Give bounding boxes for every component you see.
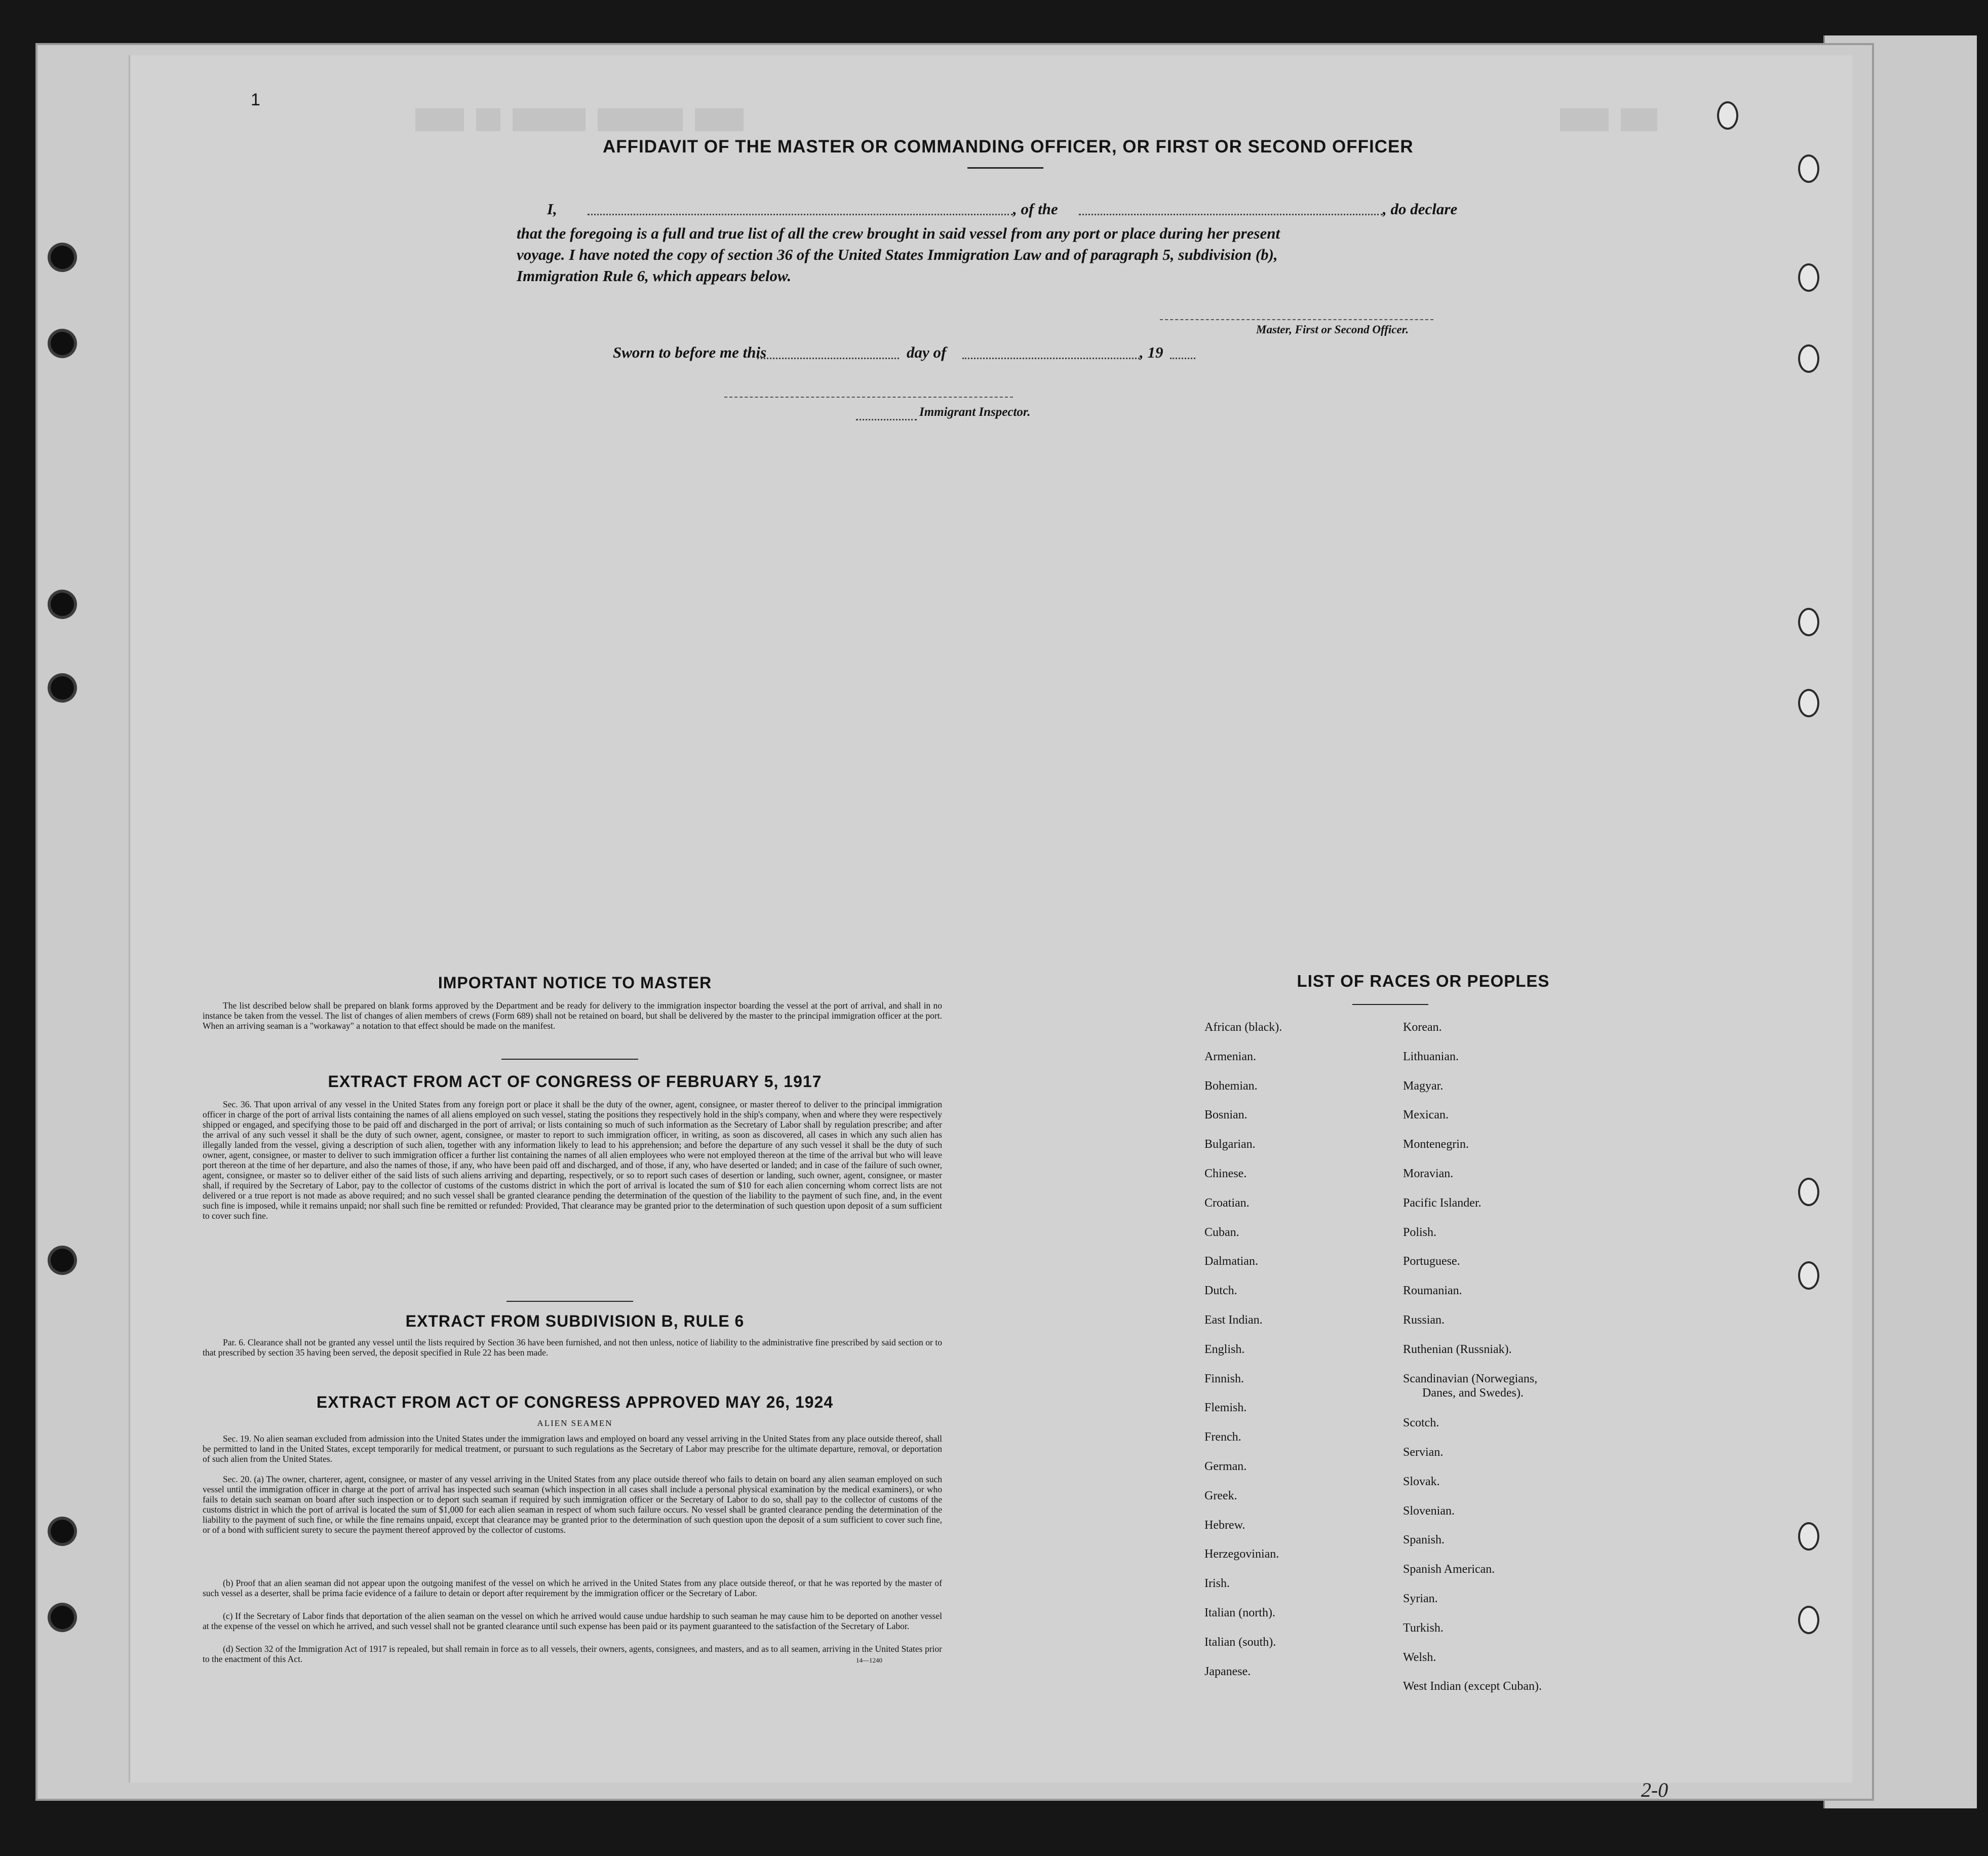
inspector-signature-line[interactable] [724,397,1013,398]
sworn-month-field[interactable] [962,358,1140,359]
race-item: Polish. [1403,1225,1437,1239]
race-item: Finnish. [1204,1372,1244,1385]
race-item: Roumanian. [1403,1284,1462,1298]
day-of-label: day of [907,343,947,361]
binder-ring-icon [1798,1606,1819,1634]
race-item: Italian (north). [1204,1606,1275,1619]
race-item: Flemish. [1204,1401,1247,1415]
race-item: Bulgarian. [1204,1138,1256,1151]
bleed-through-text: ████ ██ ██████ ███████ ████ [415,109,744,132]
race-item: Armenian. [1204,1050,1256,1063]
document-sheet [35,43,1874,1801]
race-item: German. [1204,1460,1247,1473]
race-item: English. [1204,1342,1245,1356]
race-item: Mexican. [1403,1108,1449,1122]
notice-title: IMPORTANT NOTICE TO MASTER [438,974,712,992]
race-item: Greek. [1204,1489,1237,1502]
notice-rule [501,1059,638,1060]
binder-ring-icon [1798,154,1819,183]
binder-ring-icon [1798,608,1819,636]
binder-hole-icon [51,1249,74,1272]
race-item: African (black). [1204,1021,1282,1034]
race-item: Turkish. [1403,1621,1444,1635]
master-signature-line[interactable] [1160,319,1433,320]
race-item: French. [1204,1430,1241,1444]
extract-1924-sec20a: Sec. 20. (a) The owner, charterer, agent, consignee, or master of any vessel arriving in the United States from any place outside thereof who fails to detain on board any alien seaman employed on such vessel until the immigration officer in charge at the port of arrival has inspected such seaman (which inspection in all cases shall include a personal physical examination by the medical examiners), or who fails to detain such seaman on board after such inspection or to deport such seaman if required by such immigration officer or the Secretary of Labor to do so, shall pay to the collector of customs of the customs district in which the port of arrival is located the sum of $1,000 for each alien seaman in respect of whom such failure occurs. No vessel shall be granted clearance pending the determination of the liability to the payment of such fine, or while the fine remains unpaid, except that clearance may be granted prior to the determination of such question upon the deposit of a sum sufficient to cover such fine, or of a bond with sufficient surety to secure the payment thereof approved by the collector of customs. [203,1474,942,1535]
binder-hole-icon [51,246,74,269]
vessel-name-field[interactable] [1079,214,1383,215]
race-item: Korean. [1403,1021,1442,1034]
race-item: Welsh. [1403,1650,1436,1664]
binder-hole-icon [51,332,74,355]
affidavit-title-rule [967,167,1043,169]
extract-1917-title: EXTRACT FROM ACT OF CONGRESS OF FEBRUARY 5, 1917 [328,1072,822,1091]
affidavit-of-the: , of the [1013,200,1058,218]
race-item: Spanish American. [1403,1563,1495,1576]
race-item: Bohemian. [1204,1079,1258,1093]
race-item: Magyar. [1403,1079,1444,1093]
extract-1917-rule [506,1301,633,1302]
races-title: LIST OF RACES OR PEOPLES [1297,972,1550,990]
race-item: Herzegovinian. [1204,1548,1279,1561]
race-item: Slovak. [1403,1475,1440,1488]
race-item: Portuguese. [1403,1255,1460,1268]
sworn-year-field[interactable] [1170,358,1195,359]
race-item: Ruthenian (Russniak). [1403,1342,1512,1356]
extract-rule6-title: EXTRACT FROM SUBDIVISION B, RULE 6 [405,1312,745,1330]
race-item: Italian (south). [1204,1635,1276,1649]
sworn-day-field[interactable] [757,358,899,359]
binder-ring-icon [1798,1261,1819,1290]
inspector-dots [856,419,917,420]
binder-hole-icon [51,676,74,700]
binder-ring-icon [1798,1178,1819,1206]
extract-1924-sec20d: (d) Section 32 of the Immigration Act of 1917 is repealed, but shall remain in force as to all vessels, their owners, agents, consignees, and masters, and as to all seamen, arriving in the United States prior to the enactment of this Act. [203,1644,942,1664]
binder-hole-icon [51,1606,74,1629]
race-item: Hebrew. [1204,1518,1245,1532]
race-item: Lithuanian. [1403,1050,1459,1063]
race-item: Cuban. [1204,1225,1239,1239]
corner-mark: 1 [251,90,260,109]
race-item: Chinese. [1204,1167,1247,1180]
extract-1924-sec19: Sec. 19. No alien seaman excluded from admission into the United States under the immigration laws and employed on board any vessel arriving in the United States from any place outside thereof, shall be permitted to land in the United States, except temporarily for medical treatment, or pursuant to such regulations as the Secretary of Labor may prescribe for the ultimate departure, removal, or deportation of such alien from the United States. [203,1434,942,1464]
binder-ring-icon [1798,263,1819,292]
race-item: Japanese. [1204,1665,1251,1678]
race-item: Dalmatian. [1204,1255,1258,1268]
declarant-name-field[interactable] [588,214,1013,215]
binder-ring-icon [1798,344,1819,373]
binder-hole-icon [51,593,74,616]
binder-ring-icon [1798,689,1819,717]
binder-ring-icon [1798,1522,1819,1551]
binder-ring-icon [1717,101,1738,130]
master-signature-label: Master, First or Second Officer. [1256,323,1409,336]
extract-1917-text: Sec. 36. That upon arrival of any vessel in the United States from any foreign port or place it shall be the duty of the owner, agent, consignee, or master thereof to deliver to the principal immigration officer in charge of the port of arrival lists containing the names of all aliens employed on such vessel, stating the positions they respectively hold in the ship's company, when and where they were respectively shipped or engaged, and specifying those to be paid off and discharged in the port of arrival; or lists containing so much of such information as the Secretary of Labor shall by regulation prescribe; and after the arrival of any such vessel it shall be the duty of such owner, agent, consignee, or master to report to such immigration officer, in writing, as soon as discovered, all cases in which any such alien has illegally landed from the vessel, giving a description of such alien, together with any information likely to lead to his apprehension; and before the departure of any such vessel it shall be the duty of such owner, agent, consignee, or master to deliver to such immigration officer a further list containing the names of all alien employees who were not employed thereon at the time of the arrival but who will leave port thereon at the time of her departure, and also the names of those, if any, who have been paid off and discharged, and of those, if any, who have deserted or landed; and in case of the failure of such owner, agent, consignee, or master so to deliver either of the said lists of such aliens arriving and departing, respectively, or so to report such cases of desertion or landing, such owner, agent, consignee, or master shall, if required by the Secretary of Labor, pay to the collector of customs of the customs district in which the port of arrival is located the sum of $10 for each alien concerning whom correct lists are not delivered or a true report is not made as above required; and no such vessel shall be granted clearance pending the determination of the question of the liability to the payment of such fine, and, in the event such fine is imposed, while it remains unpaid; nor shall such fine be remitted or refunded: Provided, That clearance may be granted prior to the determination of such question upon deposit of a sum sufficient to cover such fine. [203,1099,942,1221]
affidavit-title: AFFIDAVIT OF THE MASTER OR COMMANDING OFFICER, OR FIRST OR SECOND OFFICER [603,137,1414,157]
alien-seamen-subtitle: ALIEN SEAMEN [537,1418,613,1428]
race-item: East Indian. [1204,1313,1263,1327]
affidavit-line-2: that the foregoing is a full and true list of all the crew brought in said vessel from any port or place during her present [517,224,1280,242]
race-item: Irish. [1204,1577,1230,1591]
race-item: Montenegrin. [1403,1138,1469,1151]
binder-hole-icon [51,1520,74,1543]
affidavit-line-3: voyage. I have noted the copy of section 36 of the United States Immigration Law and of paragraph 5, subdivision (b), [517,246,1278,263]
race-item: Bosnian. [1204,1108,1248,1122]
race-item: Scotch. [1403,1416,1439,1430]
inspector-label: Immigrant Inspector. [919,405,1031,419]
race-item: Scandinavian (Norwegians, [1403,1372,1538,1385]
affidavit-do-declare: , do declare [1383,200,1458,218]
race-item: Croatian. [1204,1196,1250,1210]
affidavit-i-label: I, [547,200,557,218]
bleed-through-text: ████ ███ [1560,109,1658,132]
races-title-rule [1352,1004,1428,1005]
year-prefix: , 19 [1140,343,1163,361]
extract-1924-title: EXTRACT FROM ACT OF CONGRESS APPROVED MAY 26, 1924 [316,1393,834,1411]
race-item: Syrian. [1403,1592,1438,1605]
affidavit-line-4: Immigration Rule 6, which appears below. [517,267,792,285]
notice-text: The list described below shall be prepared on blank forms approved by the Department and be ready for delivery to the immigration inspector boarding the vessel at the port of arrival, and shall in no instance be taken from the vessel. The list of changes of alien members of crews (Form 689) shall not be retained on board, but shall be delivered by the master to the principal immigration officer at the port. When an arriving seaman is a "workaway" a notation to that effect should be made on the manifest. [203,1000,942,1031]
race-item: Spanish. [1403,1533,1445,1547]
race-item: Danes, and Swedes). [1422,1386,1524,1400]
extract-1924-sec20c: (c) If the Secretary of Labor finds that deportation of the alien seaman on the vessel on which he arrived would cause undue hardship to such seaman he may cause him to be deported on another vessel at the expense of the vessel on which he arrived, and such vessel shall not be granted clearance until such expense has been paid or its payment guaranteed to the satisfaction of the Secretary of Labor. [203,1611,942,1631]
race-item: Servian. [1403,1446,1444,1459]
extract-1924-sec20b: (b) Proof that an alien seaman did not appear upon the outgoing manifest of the vessel on which he arrived in the United States from any place outside thereof, or that he was reported by the master of such vessel as a deserter, shall be prima facie evidence of a failure to detain or deport after requirement by the immigration officer or the Secretary of Labor. [203,1578,942,1598]
form-number: 14—1240 [856,1656,882,1664]
race-item: Slovenian. [1403,1504,1455,1518]
race-item: West Indian (except Cuban). [1403,1680,1542,1693]
sworn-label: Sworn to before me this [613,343,767,361]
handwritten-page-number: 2-0 [1641,1778,1668,1801]
race-item: Dutch. [1204,1284,1237,1298]
extract-rule6-text: Par. 6. Clearance shall not be granted any vessel until the lists required by Section 36 have been furnished, and not then unless, notice of liability to the administrative fine prescribed by said section or to that prescribed by section 35 having been served, the deposit specified in Rule 22 has been made. [203,1337,942,1358]
race-item: Russian. [1403,1313,1445,1327]
race-item: Pacific Islander. [1403,1196,1482,1210]
race-item: Moravian. [1403,1167,1454,1180]
